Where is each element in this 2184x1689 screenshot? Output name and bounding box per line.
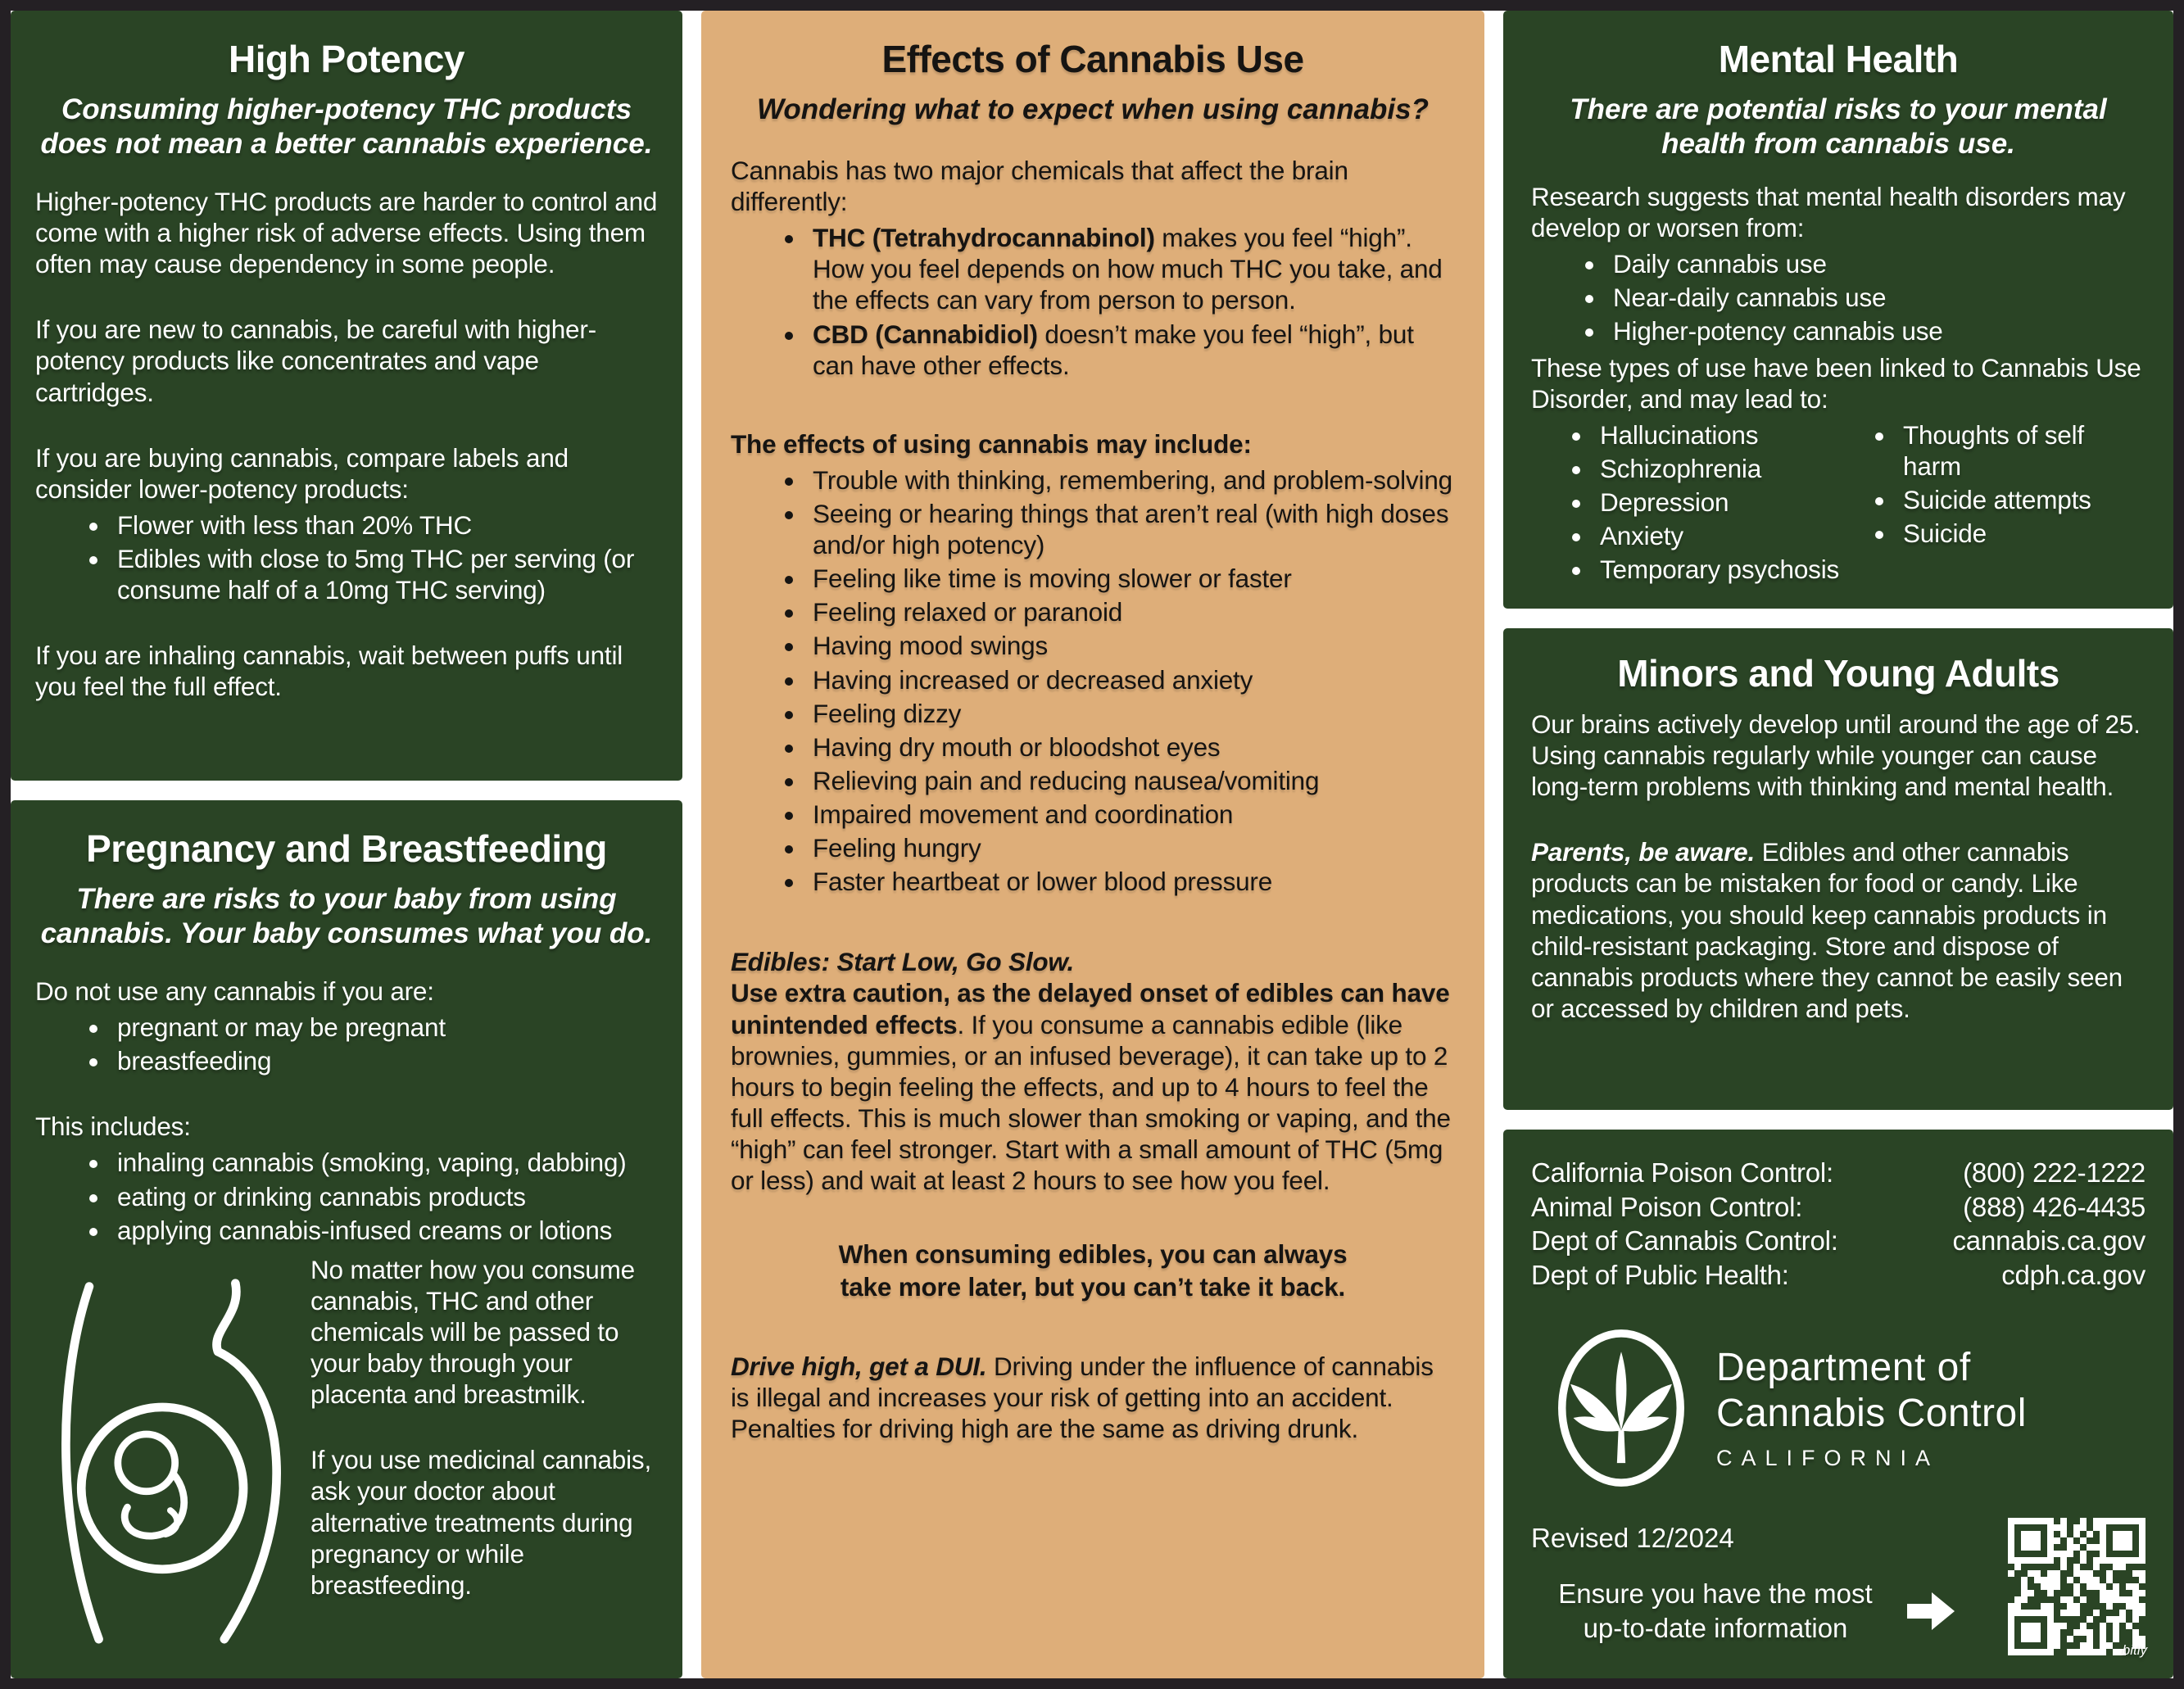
list-item: • Anxiety <box>1593 520 1851 551</box>
list-item: • Feeling dizzy <box>806 698 1455 729</box>
list-item: • Feeling hungry <box>806 832 1455 863</box>
qr-code <box>2008 1518 2145 1655</box>
edibles-paragraph: Edibles: Start Low, Go Slow. Use extra caution, as the delayed onset of edibles can have unintended effects. If you consume a cannabis edible (like brownies, gummies, or an infused beverage), it can take up to 2 hours to begin feeling the effects, and up to 4 hours to feel the full effects. This is much slower than smoking or vaping, and the “high” can feel stronger. Start with a small amount of THC (5mg or less) and wait at least 2 hours to see how you feel. <box>731 947 1451 1196</box>
resource-rows <box>1531 1156 2145 1292</box>
list-item: • Depression <box>1593 487 1851 518</box>
resource-value: (800) 222-1222 <box>1963 1157 2145 1188</box>
section-resources <box>1503 1130 2173 1678</box>
mental-health-intro: Research suggests that mental health disorders may develop or worsen from: <box>1531 182 2126 243</box>
disorder-list-right <box>1851 419 2145 588</box>
mental-health-linked: These types of use have been linked to Cannabis Use Disorder, and may lead to: <box>1531 352 2141 414</box>
list-item: • eating or drinking cannabis products <box>111 1181 658 1212</box>
list-item: • Temporary psychosis <box>1593 554 1851 585</box>
minors-title: Minors and Young Adults <box>1617 652 2059 695</box>
resource-value: cannabis.ca.gov <box>1952 1225 2145 1257</box>
middle-column <box>701 11 1484 1678</box>
high-potency-bullet-list <box>35 509 658 605</box>
list-item: • pregnant or may be pregnant <box>111 1012 658 1043</box>
high-potency-p1: Higher-potency THC products are harder to control and come with a higher risk of adverse effects. Using them often may cause dependency in some people. <box>35 187 658 279</box>
resource-row <box>1531 1224 2145 1258</box>
section-minors <box>1503 628 2173 1110</box>
high-potency-title: High Potency <box>229 38 464 80</box>
list-item: • inhaling cannabis (smoking, vaping, dabbing) <box>111 1147 658 1178</box>
list-item: • Hallucinations <box>1593 419 1851 451</box>
list-item: • Near-daily cannabis use <box>1606 282 2145 313</box>
list-item: • Faster heartbeat or lower blood pressure <box>806 866 1455 897</box>
list-item: • Flower with less than 20% THC <box>111 509 658 541</box>
qr-caption: bitly <box>2122 1642 2147 1658</box>
list-item: • Feeling like time is moving slower or faster <box>806 563 1455 594</box>
resource-row <box>1531 1156 2145 1190</box>
list-item: • Impaired movement and coordination <box>806 799 1455 830</box>
high-potency-p3: If you are buying cannabis, compare labels and consider lower-potency products: <box>35 442 569 504</box>
list-item: • Edibles with close to 5mg THC per serving (or consume half of a 10mg THC serving) <box>111 543 658 605</box>
dcc-logo <box>1551 1323 2145 1493</box>
list-item: • Suicide <box>1896 518 2145 549</box>
dcc-logo-text <box>1716 1345 2027 1471</box>
minors-p1: Our brains actively develop until around the age of 25. Using cannabis regularly while younger can cause long-term problems with thinking and mental health. <box>1531 709 2141 802</box>
logo-line1: Department of <box>1716 1346 1971 1390</box>
list-item: • Thoughts of self harm <box>1896 419 2145 482</box>
resource-label: California Poison Control: <box>1531 1157 1833 1188</box>
list-item: • Daily cannabis use <box>1606 248 2145 279</box>
pregnancy-bullet-list-1 <box>35 1012 658 1076</box>
dui-paragraph: Drive high, get a DUI. Driving under the influence of cannabis is illegal and increases your risk of getting into an accident. Penalties for driving high are the same as driving drunk. <box>731 1351 1434 1444</box>
list-item: • Having dry mouth or bloodshot eyes <box>806 731 1455 763</box>
left-column <box>11 11 682 1678</box>
list-item: • applying cannabis-infused creams or lotions <box>111 1215 658 1246</box>
resource-label: Dept of Public Health: <box>1531 1259 1789 1290</box>
high-potency-p4: If you are inhaling cannabis, wait between puffs until you feel the full effect. <box>35 641 623 702</box>
pregnancy-para-a: No matter how you consume cannabis, THC and other chemicals will be passed to your baby through your placenta and breastmilk. <box>310 1254 635 1410</box>
resource-row <box>1531 1190 2145 1225</box>
effects-subtitle: Wondering what to expect when using cannabis? <box>757 93 1429 125</box>
logo-line3: CALIFORNIA <box>1716 1446 1940 1471</box>
pregnancy-side-text <box>306 1254 658 1605</box>
cannabis-leaf-icon <box>1551 1323 1692 1493</box>
list-item: • Seeing or hearing things that aren’t real (with high doses and/or high potency) <box>806 498 1455 560</box>
list-item: • breastfeeding <box>111 1045 658 1076</box>
high-potency-subtitle: Consuming higher-potency THC products does not mean a better cannabis experience. <box>40 93 653 160</box>
resource-value: cdph.ca.gov <box>2001 1259 2145 1290</box>
right-arrow-icon <box>1905 1591 1957 1632</box>
list-item: • Relieving pain and reducing nausea/vomiting <box>806 765 1455 796</box>
effects-list <box>731 464 1455 897</box>
mental-health-subtitle: There are potential risks to your mental health from cannabis use. <box>1570 93 2107 160</box>
list-item: • Having mood swings <box>806 630 1455 661</box>
minors-p2: Parents, be aware. Edibles and other cannabis products can be mistaken for food or candy. Like medications, you should keep cannabis products in child-resistant packaging. Store and dispose of cannabis products where they cannot be easily seen or accessed by children and pets. <box>1531 837 2123 1023</box>
resource-value: (888) 426-4435 <box>1963 1191 2145 1222</box>
pregnancy-title: Pregnancy and Breastfeeding <box>86 827 607 870</box>
disorder-columns <box>1531 419 2145 588</box>
effects-list-heading: The effects of using cannabis may include: <box>731 428 1252 459</box>
resource-row <box>1531 1258 2145 1293</box>
section-high-potency <box>11 11 682 781</box>
use-type-list <box>1531 248 2145 346</box>
edibles-callout: When consuming edibles, you can always take more later, but you can’t take it back. <box>838 1239 1348 1302</box>
list-item: • CBD (Cannabidiol) doesn’t make you feel “high”, but can have other effects. <box>806 319 1455 381</box>
list-item: • Trouble with thinking, remembering, and problem-solving <box>806 464 1455 496</box>
list-item: • Feeling relaxed or paranoid <box>806 596 1455 627</box>
pregnancy-bottom-block <box>35 1254 658 1651</box>
right-column <box>1503 11 2173 1678</box>
list-item: • Suicide attempts <box>1896 484 2145 515</box>
list-item: • Higher-potency cannabis use <box>1606 315 2145 346</box>
disorder-list-left <box>1531 419 1851 588</box>
effects-title: Effects of Cannabis Use <box>881 38 1304 80</box>
effects-intro: Cannabis has two major chemicals that affect the brain differently: <box>731 156 1348 217</box>
ensure-text: Ensure you have the most up-to-date information <box>1558 1578 1873 1643</box>
resource-label: Animal Poison Control: <box>1531 1191 1803 1222</box>
pregnant-woman-fetus-icon <box>35 1254 306 1651</box>
revised-date: Revised 12/2024 <box>1531 1523 1734 1554</box>
chemicals-list <box>731 222 1455 381</box>
high-potency-p2: If you are new to cannabis, be careful with higher-potency products like concentrates and vape cartridges. <box>35 315 596 407</box>
qr-block <box>2008 1518 2147 1658</box>
mental-health-title: Mental Health <box>1718 38 1959 80</box>
section-pregnancy-breastfeeding <box>11 800 682 1678</box>
list-item: • Having increased or decreased anxiety <box>806 664 1455 695</box>
logo-line2: Cannabis Control <box>1716 1391 2027 1435</box>
resource-label: Dept of Cannabis Control: <box>1531 1225 1838 1257</box>
pregnancy-para-b: If you use medicinal cannabis, ask your doctor about alternative treatments during pregnancy or while breastfeeding. <box>310 1445 651 1600</box>
pregnancy-bullet-list-2 <box>35 1147 658 1245</box>
section-effects <box>701 11 1484 1678</box>
pregnancy-intro2: This includes: <box>35 1112 191 1142</box>
list-item: • Schizophrenia <box>1593 453 1851 484</box>
pregnancy-intro1: Do not use any cannabis if you are: <box>35 976 434 1006</box>
flyer-canvas <box>11 11 2173 1678</box>
list-item: • THC (Tetrahydrocannabinol) makes you feel “high”. How you feel depends on how much THC you take, and the effects can vary from person to person. <box>806 222 1455 315</box>
section-mental-health <box>1503 11 2173 609</box>
pregnancy-subtitle: There are risks to your baby from using cannabis. Your baby consumes what you do. <box>40 883 653 949</box>
